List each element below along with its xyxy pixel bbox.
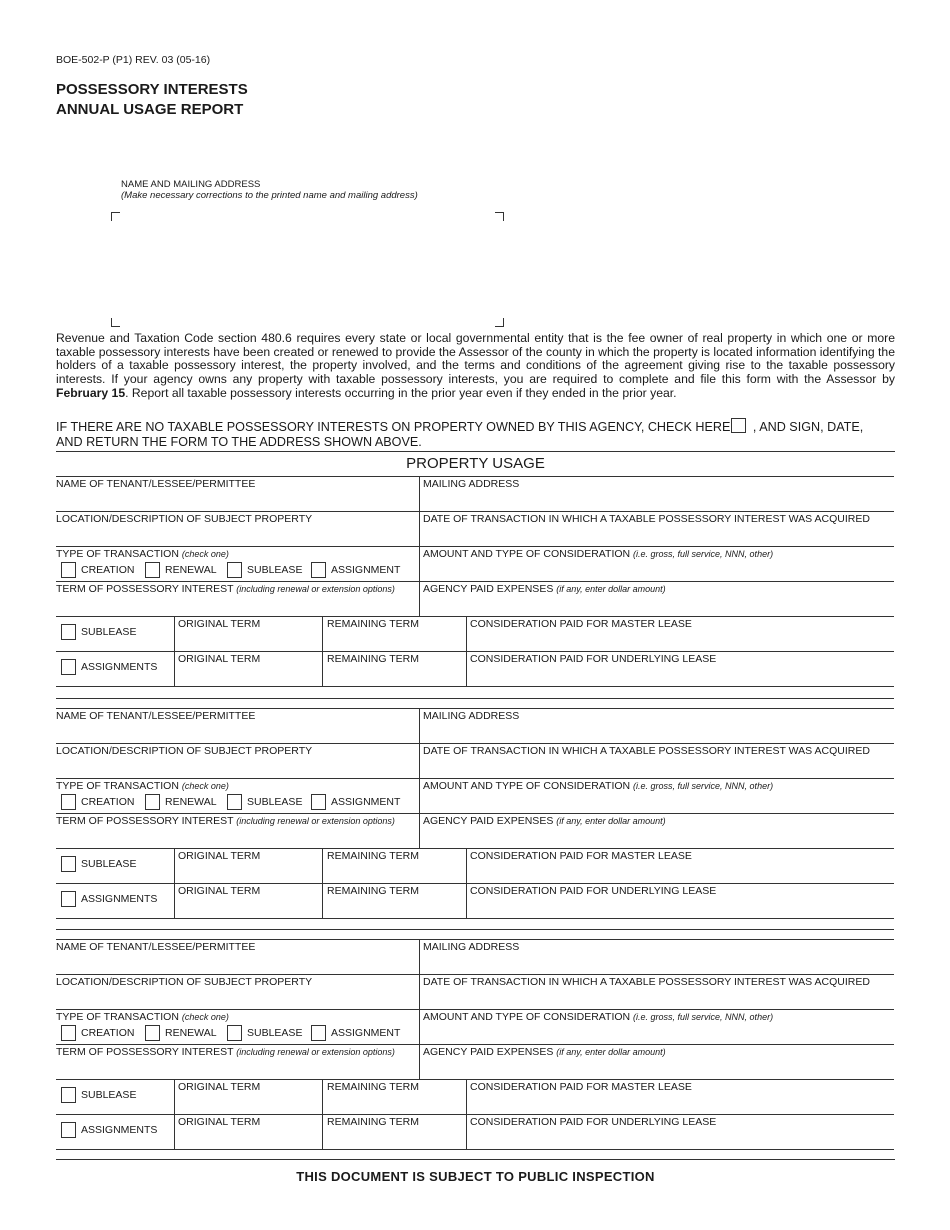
term-label-note: (including renewal or extension options) (236, 816, 395, 826)
term-label-text: TERM OF POSSESSORY INTEREST (56, 815, 234, 827)
consideration-label (423, 780, 773, 792)
master-lease-consideration-label (470, 618, 692, 630)
remaining-term-label-text: REMAINING TERM (327, 885, 419, 897)
assignments-checkbox[interactable] (61, 659, 76, 675)
mailing-address-label-text: MAILING ADDRESS (423, 710, 520, 722)
assignment-checkbox[interactable] (311, 562, 326, 578)
assignments-row-label-text: ASSIGNMENTS (81, 661, 158, 673)
assignment-label (331, 796, 400, 808)
grid-line (56, 1079, 894, 1080)
grid-line (174, 1079, 175, 1149)
grid-line (322, 1079, 323, 1149)
grid-line (174, 848, 175, 918)
block-separator (56, 929, 894, 930)
grid-line (56, 476, 894, 477)
sublease-checkbox[interactable] (61, 856, 76, 872)
tenant-name-label (56, 941, 255, 953)
transaction-type-label-note: (check one) (181, 549, 229, 559)
tenant-name-label-text: NAME OF TENANT/LESSEE/PERMITTEE (56, 478, 256, 490)
grid-line (56, 511, 894, 512)
sublease-type-label-text: SUBLEASE (247, 796, 303, 808)
grid-line (56, 883, 894, 884)
block-separator (56, 698, 894, 699)
original-term-label-text: ORIGINAL TERM (178, 618, 261, 630)
underlying-lease-consideration-label (470, 1116, 716, 1128)
remaining-term-label-text: REMAINING TERM (327, 1116, 419, 1128)
grid-line (466, 848, 467, 918)
remaining-term-label-text: REMAINING TERM (327, 653, 419, 665)
grid-line (56, 546, 894, 547)
master-lease-consideration-label (470, 1081, 692, 1093)
underlying-lease-consideration-label-text: CONSIDERATION PAID FOR UNDERLYING LEASE (470, 653, 717, 665)
assignments-checkbox[interactable] (61, 1122, 76, 1138)
agency-expenses-label-note: (if any, enter dollar amount) (556, 816, 666, 826)
assignment-label-text: ASSIGNMENT (331, 1027, 401, 1039)
consideration-label-text: AMOUNT AND TYPE OF CONSIDERATION (423, 1011, 631, 1023)
instructions-text: Revenue and Taxation Code section 480.6 requires every state or local governmental entity that is the fee owner of real property in which one or more taxable possessory interests have been created or renewed to provide the Assessor of the county in which the property is located information identifying the holders of a taxable possessory interest, the property involved, and the terms and conditions of the agreement giving rise to the taxable possessory interests. If your agency owns any property with taxable possessory interests, you are required to complete and file this form with the Assessor by (56, 331, 895, 387)
sublease-row-label-text: SUBLEASE (81, 858, 137, 870)
renewal-label-text: RENEWAL (165, 1027, 217, 1039)
tenant-name-label-text: NAME OF TENANT/LESSEE/PERMITTEE (56, 710, 256, 722)
master-lease-consideration-label-text: CONSIDERATION PAID FOR MASTER LEASE (470, 850, 692, 862)
transaction-type-label-text: TYPE OF TRANSACTION (56, 548, 179, 560)
address-corner-mark (111, 212, 120, 221)
creation-label (81, 796, 134, 808)
original-term-label-text: ORIGINAL TERM (178, 885, 261, 897)
renewal-label (165, 796, 217, 808)
grid-line (466, 1079, 467, 1149)
agency-expenses-label-note: (if any, enter dollar amount) (556, 584, 666, 594)
sublease-type-checkbox[interactable] (227, 1025, 242, 1041)
location-label (56, 976, 312, 988)
consideration-label (423, 548, 773, 560)
renewal-label (165, 564, 217, 576)
agency-expenses-label (423, 1046, 666, 1058)
creation-label-text: CREATION (81, 1027, 135, 1039)
address-block-label (121, 179, 418, 201)
grid-line (56, 939, 894, 940)
consideration-label (423, 1011, 773, 1023)
grid-line (56, 1149, 894, 1150)
grid-line (56, 813, 894, 814)
mailing-address-label-text: MAILING ADDRESS (423, 941, 520, 953)
grid-line (56, 743, 894, 744)
original-term-label (178, 1116, 260, 1128)
grid-line (56, 1009, 894, 1010)
grid-line (419, 708, 420, 848)
divider (56, 1159, 895, 1160)
transaction-type-label-text: TYPE OF TRANSACTION (56, 1011, 179, 1023)
original-term-label (178, 653, 260, 665)
agency-expenses-label-note: (if any, enter dollar amount) (556, 1047, 666, 1057)
assignment-label-text: ASSIGNMENT (331, 564, 401, 576)
tenant-name-label (56, 478, 255, 490)
remaining-term-label-text: REMAINING TERM (327, 618, 419, 630)
renewal-checkbox[interactable] (145, 562, 160, 578)
remaining-term-label (327, 850, 419, 862)
assignments-row-label-text: ASSIGNMENTS (81, 893, 158, 905)
transaction-date-label (423, 513, 870, 525)
sublease-type-label (247, 796, 302, 808)
agency-expenses-label-text: AGENCY PAID EXPENSES (423, 815, 554, 827)
underlying-lease-consideration-label (470, 885, 716, 897)
grid-line (56, 708, 894, 709)
section-title: PROPERTY USAGE (406, 455, 545, 472)
transaction-date-label (423, 745, 870, 757)
transaction-date-label-text: DATE OF TRANSACTION IN WHICH A TAXABLE POSSESSORY INTEREST WAS ACQUIRED (423, 976, 870, 988)
remaining-term-label (327, 1116, 419, 1128)
assignments-checkbox[interactable] (61, 891, 76, 907)
transaction-date-label (423, 976, 870, 988)
renewal-label-text: RENEWAL (165, 796, 217, 808)
instructions-text-end: . Report all taxable possessory interests occurring in the prior year even if they ended in the prior year. (125, 385, 677, 400)
public-inspection-notice: THIS DOCUMENT IS SUBJECT TO PUBLIC INSPECTION (296, 1169, 655, 1184)
remaining-term-label (327, 653, 419, 665)
grid-line (56, 616, 894, 617)
sublease-row-label (81, 1089, 136, 1101)
location-label (56, 745, 312, 757)
grid-line (174, 616, 175, 686)
address-corner-mark (111, 318, 120, 327)
transaction-type-label (56, 548, 229, 560)
sublease-type-checkbox[interactable] (227, 794, 242, 810)
divider (56, 451, 895, 452)
transaction-type-label-text: TYPE OF TRANSACTION (56, 780, 179, 792)
form-title (56, 80, 248, 120)
location-label-text: LOCATION/DESCRIPTION OF SUBJECT PROPERTY (56, 745, 313, 757)
location-label-text: LOCATION/DESCRIPTION OF SUBJECT PROPERTY (56, 976, 313, 988)
transaction-type-label (56, 1011, 229, 1023)
sublease-type-label-text: SUBLEASE (247, 564, 303, 576)
assignment-checkbox[interactable] (311, 794, 326, 810)
sublease-type-label (247, 1027, 302, 1039)
assignment-label-text: ASSIGNMENT (331, 796, 401, 808)
term-label (56, 815, 395, 827)
remaining-term-label-text: REMAINING TERM (327, 850, 419, 862)
mailing-address-label (423, 941, 519, 953)
tenant-name-label (56, 710, 255, 722)
renewal-checkbox[interactable] (145, 1025, 160, 1041)
master-lease-consideration-label-text: CONSIDERATION PAID FOR MASTER LEASE (470, 1081, 692, 1093)
original-term-label-text: ORIGINAL TERM (178, 1116, 261, 1128)
original-term-label-text: ORIGINAL TERM (178, 653, 261, 665)
creation-checkbox[interactable] (61, 794, 76, 810)
grid-line (56, 1114, 894, 1115)
transaction-date-label-text: DATE OF TRANSACTION IN WHICH A TAXABLE POSSESSORY INTEREST WAS ACQUIRED (423, 745, 870, 757)
agency-expenses-label-text: AGENCY PAID EXPENSES (423, 1046, 554, 1058)
term-label-text: TERM OF POSSESSORY INTEREST (56, 1046, 234, 1058)
grid-line (466, 616, 467, 686)
grid-line (56, 778, 894, 779)
creation-checkbox[interactable] (61, 1025, 76, 1041)
consideration-label-note: (i.e. gross, full service, NNN, other) (633, 781, 774, 791)
assignments-row-label (81, 893, 157, 905)
no-interest-statement (56, 418, 916, 450)
agency-expenses-label (423, 583, 666, 595)
no-interest-text-after: , AND SIGN, DATE, (749, 420, 864, 434)
instructions-paragraph (56, 332, 895, 401)
grid-line (322, 616, 323, 686)
remaining-term-label (327, 885, 419, 897)
address-note: (Make necessary corrections to the printed name and mailing address) (121, 190, 418, 201)
address-label: NAME AND MAILING ADDRESS (121, 179, 261, 190)
original-term-label (178, 850, 260, 862)
underlying-lease-consideration-label (470, 653, 716, 665)
location-label (56, 513, 312, 525)
term-label (56, 1046, 395, 1058)
creation-label-text: CREATION (81, 796, 135, 808)
sublease-type-label-text: SUBLEASE (247, 1027, 303, 1039)
grid-line (56, 848, 894, 849)
term-label-note: (including renewal or extension options) (236, 1047, 395, 1057)
sublease-row-label (81, 626, 136, 638)
address-corner-mark (495, 212, 504, 221)
grid-line (56, 581, 894, 582)
assignment-checkbox[interactable] (311, 1025, 326, 1041)
location-label-text: LOCATION/DESCRIPTION OF SUBJECT PROPERTY (56, 513, 313, 525)
address-corner-mark (495, 318, 504, 327)
assignments-row-label (81, 661, 157, 673)
remaining-term-label (327, 618, 419, 630)
assignments-row-label-text: ASSIGNMENTS (81, 1124, 158, 1136)
transaction-type-label-note: (check one) (181, 1012, 229, 1022)
grid-line (56, 918, 894, 919)
term-label (56, 583, 395, 595)
renewal-label-text: RENEWAL (165, 564, 217, 576)
sublease-row-label-text: SUBLEASE (81, 626, 137, 638)
remaining-term-label-text: REMAINING TERM (327, 1081, 419, 1093)
sublease-row-label (81, 858, 136, 870)
master-lease-consideration-label (470, 850, 692, 862)
agency-expenses-label-text: AGENCY PAID EXPENSES (423, 583, 554, 595)
grid-line (56, 651, 894, 652)
original-term-label (178, 1081, 260, 1093)
grid-line (56, 974, 894, 975)
mailing-address-label (423, 478, 519, 490)
consideration-label-note: (i.e. gross, full service, NNN, other) (633, 549, 774, 559)
term-label-note: (including renewal or extension options) (236, 584, 395, 594)
master-lease-consideration-label-text: CONSIDERATION PAID FOR MASTER LEASE (470, 618, 692, 630)
underlying-lease-consideration-label-text: CONSIDERATION PAID FOR UNDERLYING LEASE (470, 885, 717, 897)
grid-line (56, 1044, 894, 1045)
creation-label (81, 1027, 134, 1039)
sublease-checkbox[interactable] (61, 1087, 76, 1103)
sublease-row-label-text: SUBLEASE (81, 1089, 137, 1101)
mailing-address-label-text: MAILING ADDRESS (423, 478, 520, 490)
consideration-label-text: AMOUNT AND TYPE OF CONSIDERATION (423, 780, 631, 792)
original-term-label-text: ORIGINAL TERM (178, 850, 261, 862)
transaction-type-label-note: (check one) (181, 781, 229, 791)
grid-line (56, 686, 894, 687)
original-term-label-text: ORIGINAL TERM (178, 1081, 261, 1093)
renewal-checkbox[interactable] (145, 794, 160, 810)
sublease-type-label (247, 564, 302, 576)
agency-expenses-label (423, 815, 666, 827)
mailing-address-label (423, 710, 519, 722)
underlying-lease-consideration-label-text: CONSIDERATION PAID FOR UNDERLYING LEASE (470, 1116, 717, 1128)
grid-line (419, 939, 420, 1079)
sublease-checkbox[interactable] (61, 624, 76, 640)
creation-checkbox[interactable] (61, 562, 76, 578)
sublease-type-checkbox[interactable] (227, 562, 242, 578)
form-title-line1: POSSESSORY INTERESTS (56, 81, 248, 98)
assignments-row-label (81, 1124, 157, 1136)
original-term-label (178, 618, 260, 630)
renewal-label (165, 1027, 217, 1039)
no-interest-text: IF THERE ARE NO TAXABLE POSSESSORY INTERESTS ON PROPERTY OWNED BY THIS AGENCY, CHECK HERE (56, 420, 731, 434)
no-interest-text-line2: AND RETURN THE FORM TO THE ADDRESS SHOWN ABOVE. (56, 435, 422, 449)
creation-label-text: CREATION (81, 564, 135, 576)
form-title-line2: ANNUAL USAGE REPORT (56, 101, 244, 118)
grid-line (322, 848, 323, 918)
consideration-label-note: (i.e. gross, full service, NNN, other) (633, 1012, 774, 1022)
assignment-label (331, 564, 400, 576)
remaining-term-label (327, 1081, 419, 1093)
tenant-name-label-text: NAME OF TENANT/LESSEE/PERMITTEE (56, 941, 256, 953)
original-term-label (178, 885, 260, 897)
grid-line (419, 476, 420, 616)
transaction-date-label-text: DATE OF TRANSACTION IN WHICH A TAXABLE POSSESSORY INTEREST WAS ACQUIRED (423, 513, 870, 525)
consideration-label-text: AMOUNT AND TYPE OF CONSIDERATION (423, 548, 631, 560)
form-code: BOE-502-P (P1) REV. 03 (05-16) (56, 54, 211, 66)
no-interest-checkbox[interactable] (731, 418, 746, 433)
assignment-label (331, 1027, 400, 1039)
term-label-text: TERM OF POSSESSORY INTEREST (56, 583, 234, 595)
creation-label (81, 564, 134, 576)
transaction-type-label (56, 780, 229, 792)
deadline-date: February 15 (56, 385, 126, 400)
